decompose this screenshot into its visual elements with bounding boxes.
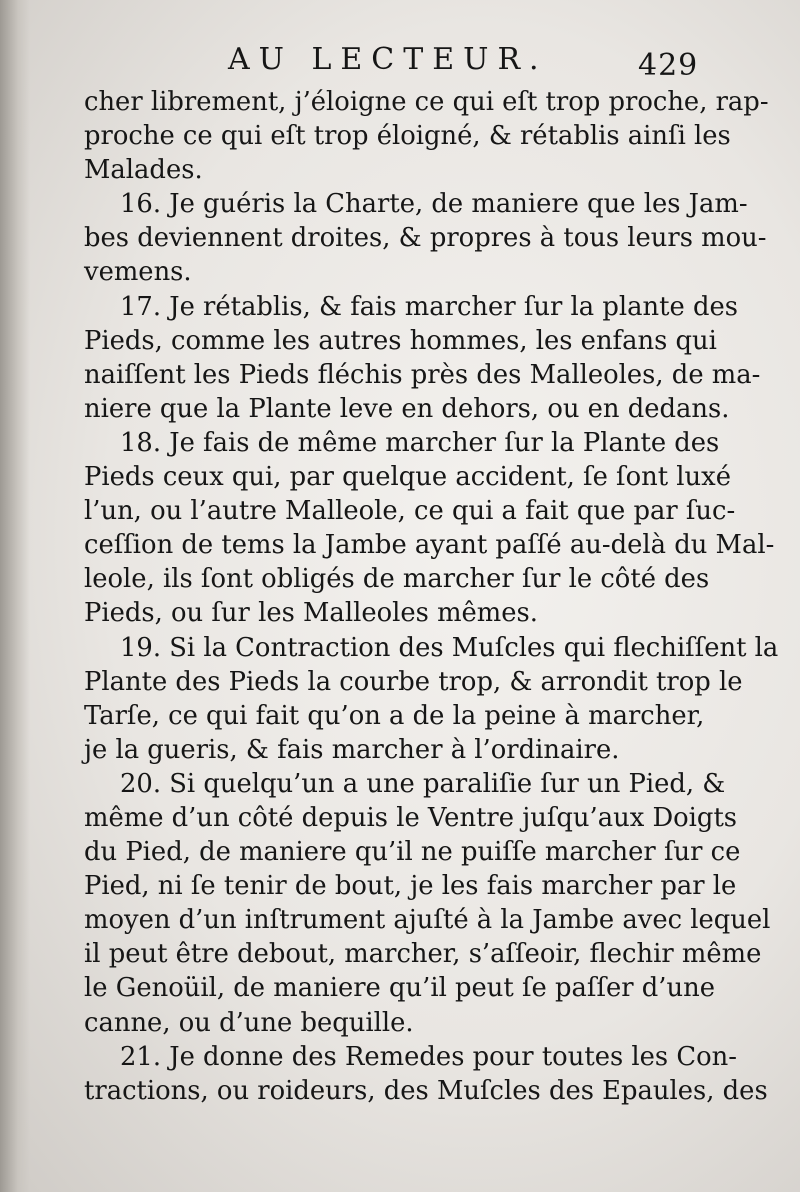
text-line: proche ce qui eſt trop éloigné, & rétablis ainſi les — [84, 121, 731, 152]
text-line: Malades. — [84, 155, 203, 186]
paragraph-18-start: 18. Je fais de même marcher ſur la Plante des — [120, 427, 720, 458]
text-line: l’un, ou l’autre Malleole, ce qui a fait que par ſuc- — [84, 496, 736, 527]
text-line: naiſſent les Pieds fléchis près des Malleoles, de ma- — [84, 359, 761, 390]
text-line: Pieds, comme les autres hommes, les enfans qui — [84, 325, 717, 356]
text-line: cher librement, j’éloigne ce qui eſt trop proche, rap- — [84, 87, 769, 117]
text-line: vemens. — [84, 257, 192, 288]
page-header — [0, 42, 800, 82]
paragraph-20-start: 20. Si quelqu’un a une paraliſie ſur un Pied, & — [120, 768, 726, 799]
paragraph-17-start: 17. Je rétablis, & fais marcher ſur la plante des — [120, 291, 738, 322]
text-line: Tarſe, ce qui fait qu’on a de la peine à marcher, — [84, 700, 705, 731]
text-line: ceſſion de tems la Jambe ayant paſſé au-delà du Mal- — [84, 530, 775, 561]
paragraph-16-start: 16. Je guéris la Charte, de maniere que les Jam- — [120, 189, 748, 220]
text-line: Plante des Pieds la courbe trop, & arrondit trop le — [84, 666, 743, 697]
text-line: il peut être debout, marcher, s’aſſeoir, flechir même — [84, 939, 762, 970]
text-line: Pied, ni ſe tenir de bout, je les fais marcher par le — [84, 871, 737, 902]
text-line: tractions, ou roideurs, des Muſcles des Epaules, des — [84, 1075, 768, 1106]
paragraph-19-start: 19. Si la Contraction des Muſcles qui flechiſſent la — [120, 632, 779, 663]
text-line: je la gueris, & fais marcher à l’ordinaire. — [84, 734, 620, 765]
text-line: canne, ou d’une bequille. — [84, 1007, 414, 1038]
text-line: moyen d’un inſtrument ajuſté à la Jambe avec lequel — [84, 905, 771, 936]
text-line: niere que la Plante leve en dehors, ou en dedans. — [84, 393, 730, 424]
text-line: le Genoüil, de maniere qu’il peut ſe paſſer d’une — [84, 973, 716, 1004]
page-gutter-shadow — [0, 0, 30, 1192]
text-line: Pieds, ou ſur les Malleoles mêmes. — [84, 598, 538, 629]
text-line: du Pied, de maniere qu’il ne puiſſe marcher ſur ce — [84, 837, 741, 868]
page-number: 429 — [638, 48, 699, 83]
running-title: AU LECTEUR. — [228, 42, 548, 77]
text-line: même d’un côté depuis le Ventre juſqu’aux Doigts — [84, 802, 738, 833]
text-line: bes deviennent droites, & propres à tous leurs mou- — [84, 223, 767, 254]
body-text — [84, 85, 779, 1108]
text-line: Pieds ceux qui, par quelque accident, ſe ſont luxé — [84, 462, 731, 493]
text-line: leole, ils ſont obligés de marcher ſur le côté des — [84, 564, 710, 595]
paragraph-21-start: 21. Je donne des Remedes pour toutes les Con- — [120, 1041, 737, 1072]
